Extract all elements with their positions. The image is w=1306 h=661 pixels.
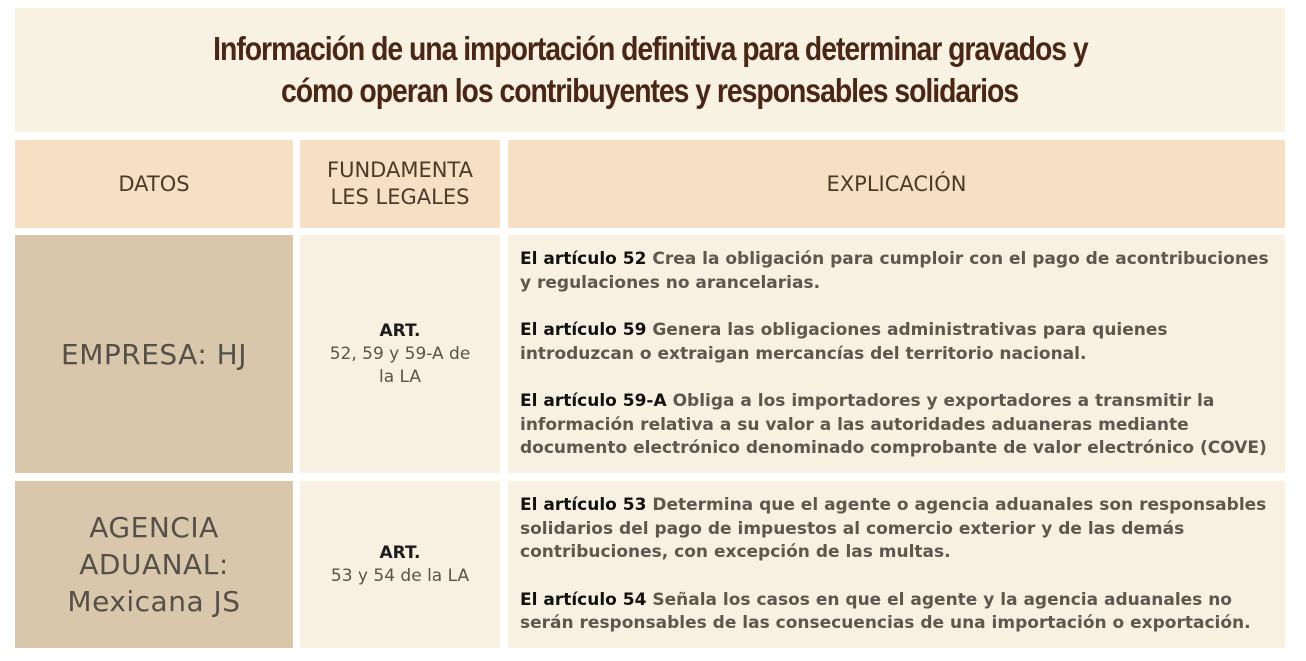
article-54-lead: El artículo 54 — [520, 589, 647, 610]
row-1-paragraph-1 — [520, 248, 1273, 295]
title-line-2: cómo operan los contribuyentes y responsables solidarios — [281, 72, 1019, 109]
row-2-label-cell — [15, 481, 293, 648]
article-59-text: Genera las obligaciones administrativas para quienes introduzcan o extraigan mercancías del territorio nacional. — [520, 320, 1168, 364]
row-1-label-cell — [15, 235, 293, 473]
article-59a-lead: El artículo 59-A — [520, 391, 667, 411]
header-fundamentales-line-1: FUNDAMENTA — [327, 158, 473, 182]
title-line-1: Información de una importación definitiva para determinar gravados y — [212, 30, 1088, 67]
article-52-text: Crea la obligación para cumploir con el pago de acontribuciones y regulaciones no arancelarias. — [520, 249, 1269, 293]
header-datos — [15, 140, 293, 228]
row-2-paragraph-1 — [520, 494, 1273, 565]
header-explicacion — [508, 140, 1285, 228]
row-1-legal-cell — [300, 235, 500, 473]
row-1-legal-art: ART. — [379, 320, 421, 341]
article-59-lead: El artículo 59 — [520, 320, 647, 340]
row-1-paragraph-2 — [520, 319, 1273, 366]
header-fundamentales-line-2: LES LEGALES — [330, 185, 470, 209]
row-1-paragraph-3 — [520, 390, 1273, 461]
row-2-legal-line-1: 53 y 54 de la LA — [330, 565, 470, 586]
header-explicacion-label: EXPLICACIÓN — [826, 171, 967, 196]
header-fundamentales — [300, 140, 500, 228]
row-2-legal-art: ART. — [379, 542, 421, 563]
article-59a-text: Obliga a los importadores y exportadores a transmitir la información relativa a su valor a las autoridades aduaneras mediante documento electrónico denominado comprobante de valor electrónico (COVE) — [520, 391, 1267, 458]
row-2-label-line-3: Mexicana JS — [67, 585, 241, 618]
row-2-explanation-cell — [508, 481, 1285, 648]
article-54-text: Señala los casos en que el agente y la agencia aduanales no serán responsables de las consecuencias de una importación o exportación. — [520, 589, 1251, 633]
row-1-label-line: EMPRESA: HJ — [61, 337, 247, 371]
article-53-text: Determina que el agente o agencia aduanales son responsables solidarios del pago de impuestos al comercio exterior y de las demás contribuciones, con excepción de las multas. — [520, 495, 1267, 562]
article-52-lead: El artículo 52 — [520, 249, 647, 269]
row-1-legal-line-2: la LA — [378, 366, 422, 387]
row-1-explanation-cell — [508, 235, 1285, 473]
row-2-label-line-2: ADUANAL: — [79, 548, 229, 581]
row-1-legal-line-1: 52, 59 y 59-A de — [329, 343, 471, 364]
header-datos-label: DATOS — [118, 171, 190, 196]
row-2-label-line-1: AGENCIA — [89, 511, 219, 544]
article-53-lead: El artículo 53 — [520, 495, 647, 515]
row-2-legal-cell — [300, 481, 500, 648]
row-2-paragraph-2 — [520, 589, 1273, 636]
title-banner — [15, 8, 1285, 132]
